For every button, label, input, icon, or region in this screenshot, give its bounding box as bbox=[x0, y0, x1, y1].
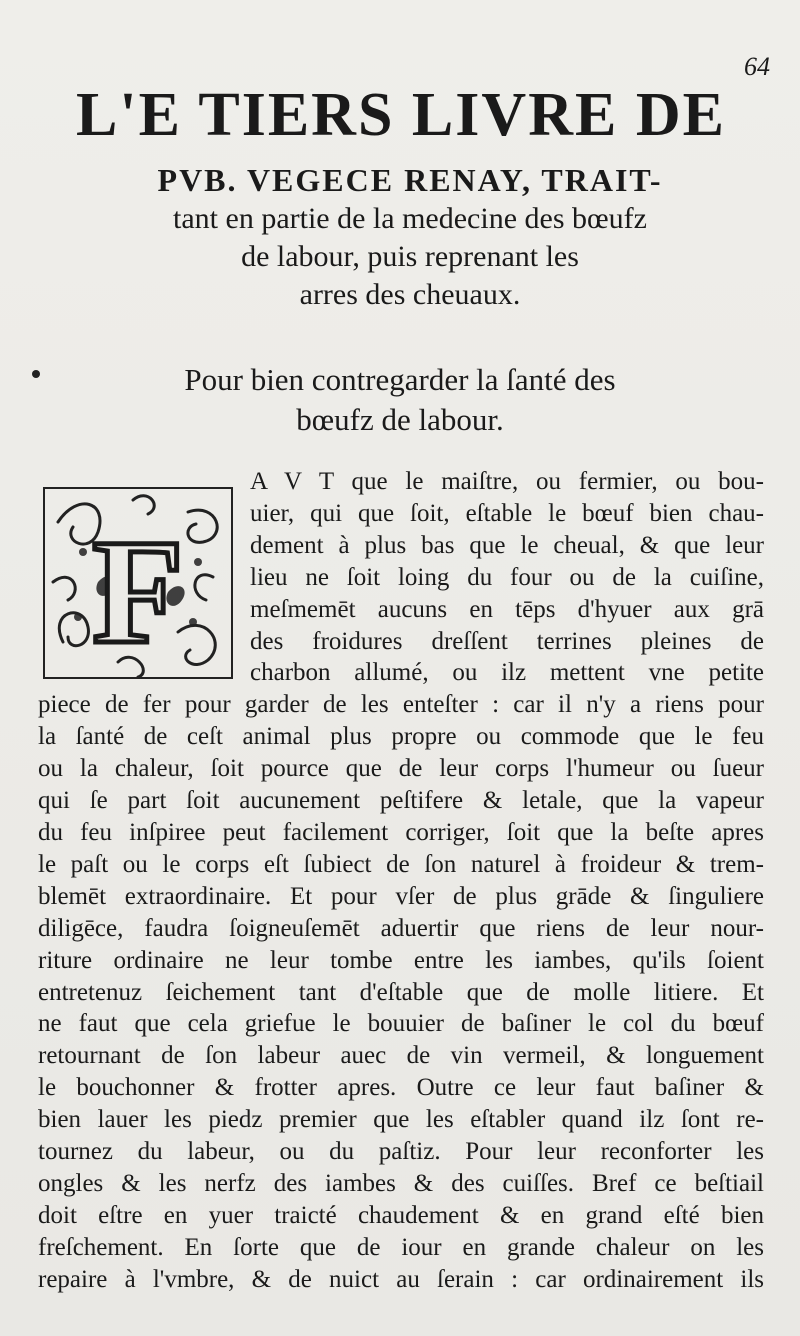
body-line: entretenuz ſeichement tant d'eſtable que de molle litiere. Et bbox=[38, 978, 764, 1006]
body-line: diligēce, faudra ſoigneuſemēt aduertir que riens de leur nour- bbox=[38, 914, 764, 942]
body-line: riture ordinaire ne leur tombe entre les iambes, qu'ils ſoient bbox=[38, 946, 764, 974]
subtitle-line-1: PVB. VEGECE RENAY, TRAIT- bbox=[157, 162, 663, 198]
section-heading-line-2: bœufz de labour. bbox=[296, 402, 504, 437]
body-line: ne faut que cela griefue le bouuier de baſiner le col du bœuf bbox=[38, 1010, 764, 1038]
body-line: lieu ne ſoit loing du four ou de la cuiſine, bbox=[250, 563, 764, 591]
body-line: freſchement. En ſorte que de iour en grande chaleur on les bbox=[38, 1233, 764, 1261]
body-line: repaire à l'vmbre, & de nuict au ſerain : car ordinairement ils bbox=[38, 1265, 764, 1293]
body-line: charbon allumé, ou ilz mettent vne petite bbox=[250, 659, 764, 687]
body-line: le bouchonner & frotter apres. Outre ce leur faut baſiner & bbox=[38, 1074, 764, 1102]
section-heading bbox=[40, 360, 760, 440]
subtitle-line-4: arres des cheuaux. bbox=[299, 278, 521, 311]
chapter-subtitle bbox=[60, 160, 760, 314]
page-number: 64 bbox=[744, 52, 770, 81]
body-line: du feu inſpiree peut facilement corriger, ſoit que la beſte apres bbox=[38, 818, 764, 846]
body-line: ongles & les nerfz des iambes & des cuiſſes. Bref ce beſtiail bbox=[38, 1169, 764, 1197]
body-line: qui ſe part ſoit aucunement peſtifere & letale, que la vapeur bbox=[38, 787, 764, 815]
body-line: uier, qui que ſoit, eſtable le bœuf bien chau- bbox=[250, 499, 764, 527]
body-line: ou la chaleur, ſoit pource que de leur corps l'humeur ou ſueur bbox=[38, 755, 764, 783]
body-text bbox=[38, 466, 764, 1296]
chapter-title: L'E TIERS LIVRE DE bbox=[76, 81, 726, 149]
body-line: dement à plus bas que le cheual, & que leur bbox=[250, 531, 764, 559]
body-line: la ſanté de ceſt animal plus propre ou commode que le feu bbox=[38, 723, 764, 751]
body-line: bien lauer les piedz premier que les eſtabler quand ilz ſont re- bbox=[38, 1106, 764, 1134]
body-line: des froidures dreſſent terrines pleines de bbox=[250, 627, 764, 655]
initial-letter-glyph: F bbox=[92, 509, 184, 675]
section-heading-line-1: Pour bien contregarder la ſanté des bbox=[184, 362, 616, 397]
subtitle-line-3: de labour, puis reprenant les bbox=[241, 240, 579, 273]
body-line: piece de fer pour garder de les enteſter : car il n'y a riens pour bbox=[38, 691, 764, 719]
margin-mark bbox=[32, 370, 40, 378]
subtitle-line-2: tant en partie de la medecine des bœufz bbox=[173, 202, 647, 235]
body-line: A V T que le maiſtre, ou fermier, ou bou- bbox=[250, 468, 764, 495]
body-line: blemēt extraordinaire. Et pour vſer de plus grāde & ſinguliere bbox=[38, 882, 764, 910]
body-line: meſmemēt aucuns en tēps d'hyuer aux grā bbox=[250, 595, 764, 623]
body-line: doit eſtre en yuer traicté chaudement & en grand eſté bien bbox=[38, 1201, 764, 1229]
body-line: le paſt ou le corps eſt ſubiect de ſon naturel à froideur & trem- bbox=[38, 850, 764, 878]
body-line: retournant de ſon labeur auec de vin vermeil, & longuement bbox=[38, 1042, 764, 1070]
body-line: tournez du labeur, ou du paſtiz. Pour leur reconforter les bbox=[38, 1138, 764, 1166]
